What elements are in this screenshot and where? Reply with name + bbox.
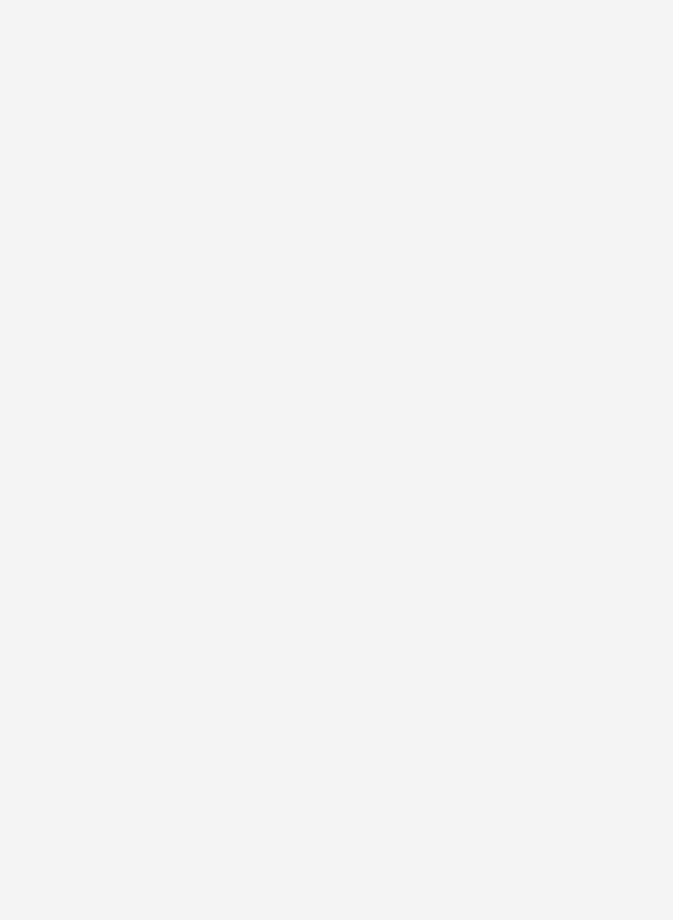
top-band <box>0 0 673 310</box>
teacher-credit <box>232 130 252 142</box>
teacher-credit <box>567 145 587 157</box>
